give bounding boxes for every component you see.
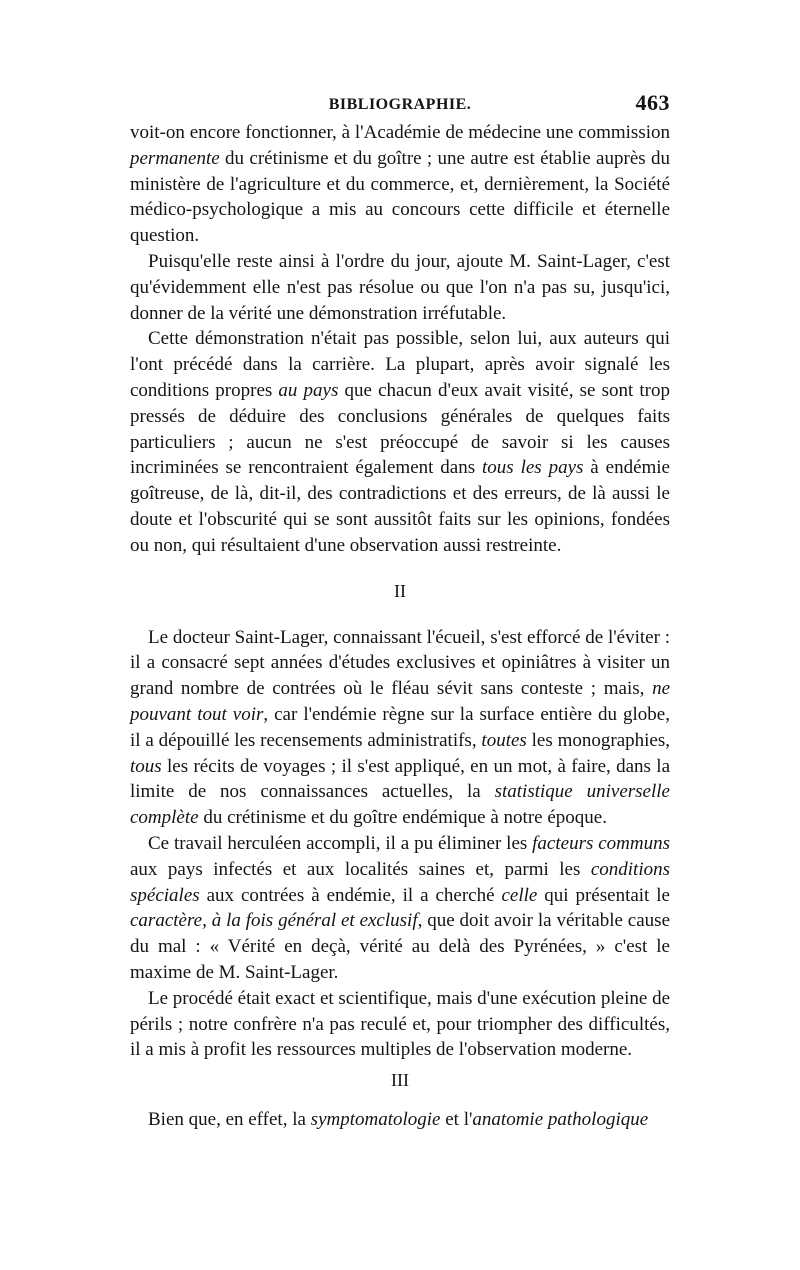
- paragraph-5: [130, 831, 670, 986]
- italic-text-run: celle: [501, 884, 538, 906]
- italic-text-run: tous: [130, 755, 162, 777]
- italic-text-run: conditions spéciales: [130, 858, 670, 906]
- italic-text-run: ne pouvant tout voir: [130, 678, 670, 725]
- book-page: [130, 90, 670, 1133]
- italic-text-run: permanente: [130, 147, 220, 169]
- italic-text-run: anatomie pathologique: [472, 1109, 649, 1131]
- text-run: Bien que, en effet, la: [148, 1109, 311, 1131]
- section-heading-3: III: [391, 1070, 409, 1091]
- text-run: Le docteur Saint-Lager, connaissant l'écueil, s'est efforcé de l'éviter : il a consacré sept années d'études exclusives et opiniâtres à visiter un grand nombre de contrées où le fléau sévit sans conteste ; mais,: [130, 626, 670, 700]
- text-run: du crétinisme et du goître ; une autre est établie auprès du ministère de l'agriculture et du commerce, et, dernièrement, la Société médico-psychologique a mis au concours cette difficile et éternelle question.: [130, 147, 670, 247]
- italic-text-run: facteurs communs: [532, 832, 670, 854]
- paragraph-4: [130, 625, 670, 831]
- paragraph-3: [130, 326, 670, 558]
- paragraph-7: [130, 1107, 670, 1133]
- italic-text-run: statistique universelle complète: [130, 781, 670, 829]
- text-run: les récits de voyages ; il s'est appliqué, en un mot, à faire, dans la limite de nos connaissances actuelles, la: [130, 755, 670, 803]
- text-run: que chacun d'eux avait visité, se sont trop pressés de déduire des conclusions générales de quelques faits particuliers ; aucun ne s'est préoccupé de savoir si les causes incriminées se rencontraient également dans: [130, 379, 670, 479]
- text-run: du crétinisme et du goître endémique à notre époque.: [198, 807, 607, 829]
- text-run: les monographies,: [526, 729, 670, 751]
- header-title: BIBLIOGRAPHIE.: [328, 96, 472, 113]
- italic-text-run: toutes: [481, 729, 527, 751]
- section-heading-2: II: [394, 580, 406, 601]
- text-run: et l': [440, 1109, 473, 1131]
- text-run: Ce travail herculéen accompli, il a pu éliminer les: [148, 832, 533, 854]
- text-run: qui présentait le: [537, 884, 670, 906]
- text-run: à endémie goîtreuse, de là, dit-il, des contradictions et des erreurs, de là aussi le doute et l'obscurité qui se sont aussitôt faits sur les opinions, fondées ou non, qui résultaient d'une observation aussi restreinte.: [130, 457, 670, 556]
- text-run: , car l'endémie règne sur la surface entière du globe, il a dépouillé les recensements administratifs,: [130, 703, 670, 751]
- paragraph-6: [130, 986, 670, 1063]
- italic-text-run: tous les pays: [482, 457, 584, 479]
- text-run: Cette démonstration n'était pas possible, selon lui, aux auteurs qui l'ont précédé dans la carrière. La plupart, après avoir signalé les conditions propres: [130, 328, 670, 401]
- paragraph-2: [130, 249, 670, 326]
- text-run: Le procédé était exact et scientifique, mais d'une exécution pleine de périls ; notre confrère n'a pas reculé et, pour triompher des difficultés, il a mis à profit les ressources multiples de l'observation moderne.: [130, 987, 670, 1061]
- page-number: 463: [635, 90, 670, 115]
- italic-text-run: au pays: [278, 379, 339, 401]
- text-run: aux pays infectés et aux localités saines et, parmi les: [130, 858, 591, 880]
- running-header: [130, 90, 670, 120]
- italic-text-run: symptomatologie: [310, 1109, 441, 1131]
- italic-text-run: caractère, à la fois général et exclusif: [130, 910, 418, 932]
- text-run: aux contrées à endémie, il a cherché: [199, 884, 502, 906]
- text-run: , que doit avoir la véritable cause du mal : « Vérité en deçà, vérité au delà des Pyrénées, » c'est le maxime de M. Saint-Lager.: [130, 910, 670, 983]
- text-run: Puisqu'elle reste ainsi à l'ordre du jour, ajoute M. Saint-Lager, c'est qu'évidemment elle n'est pas résolue ou que l'on n'a pas su, jusqu'ici, donner de la vérité une démonstration irréfutable.: [130, 250, 670, 324]
- paragraph-1: [130, 120, 670, 249]
- text-run: voit-on encore fonctionner, à l'Académie de médecine une commission: [130, 122, 670, 143]
